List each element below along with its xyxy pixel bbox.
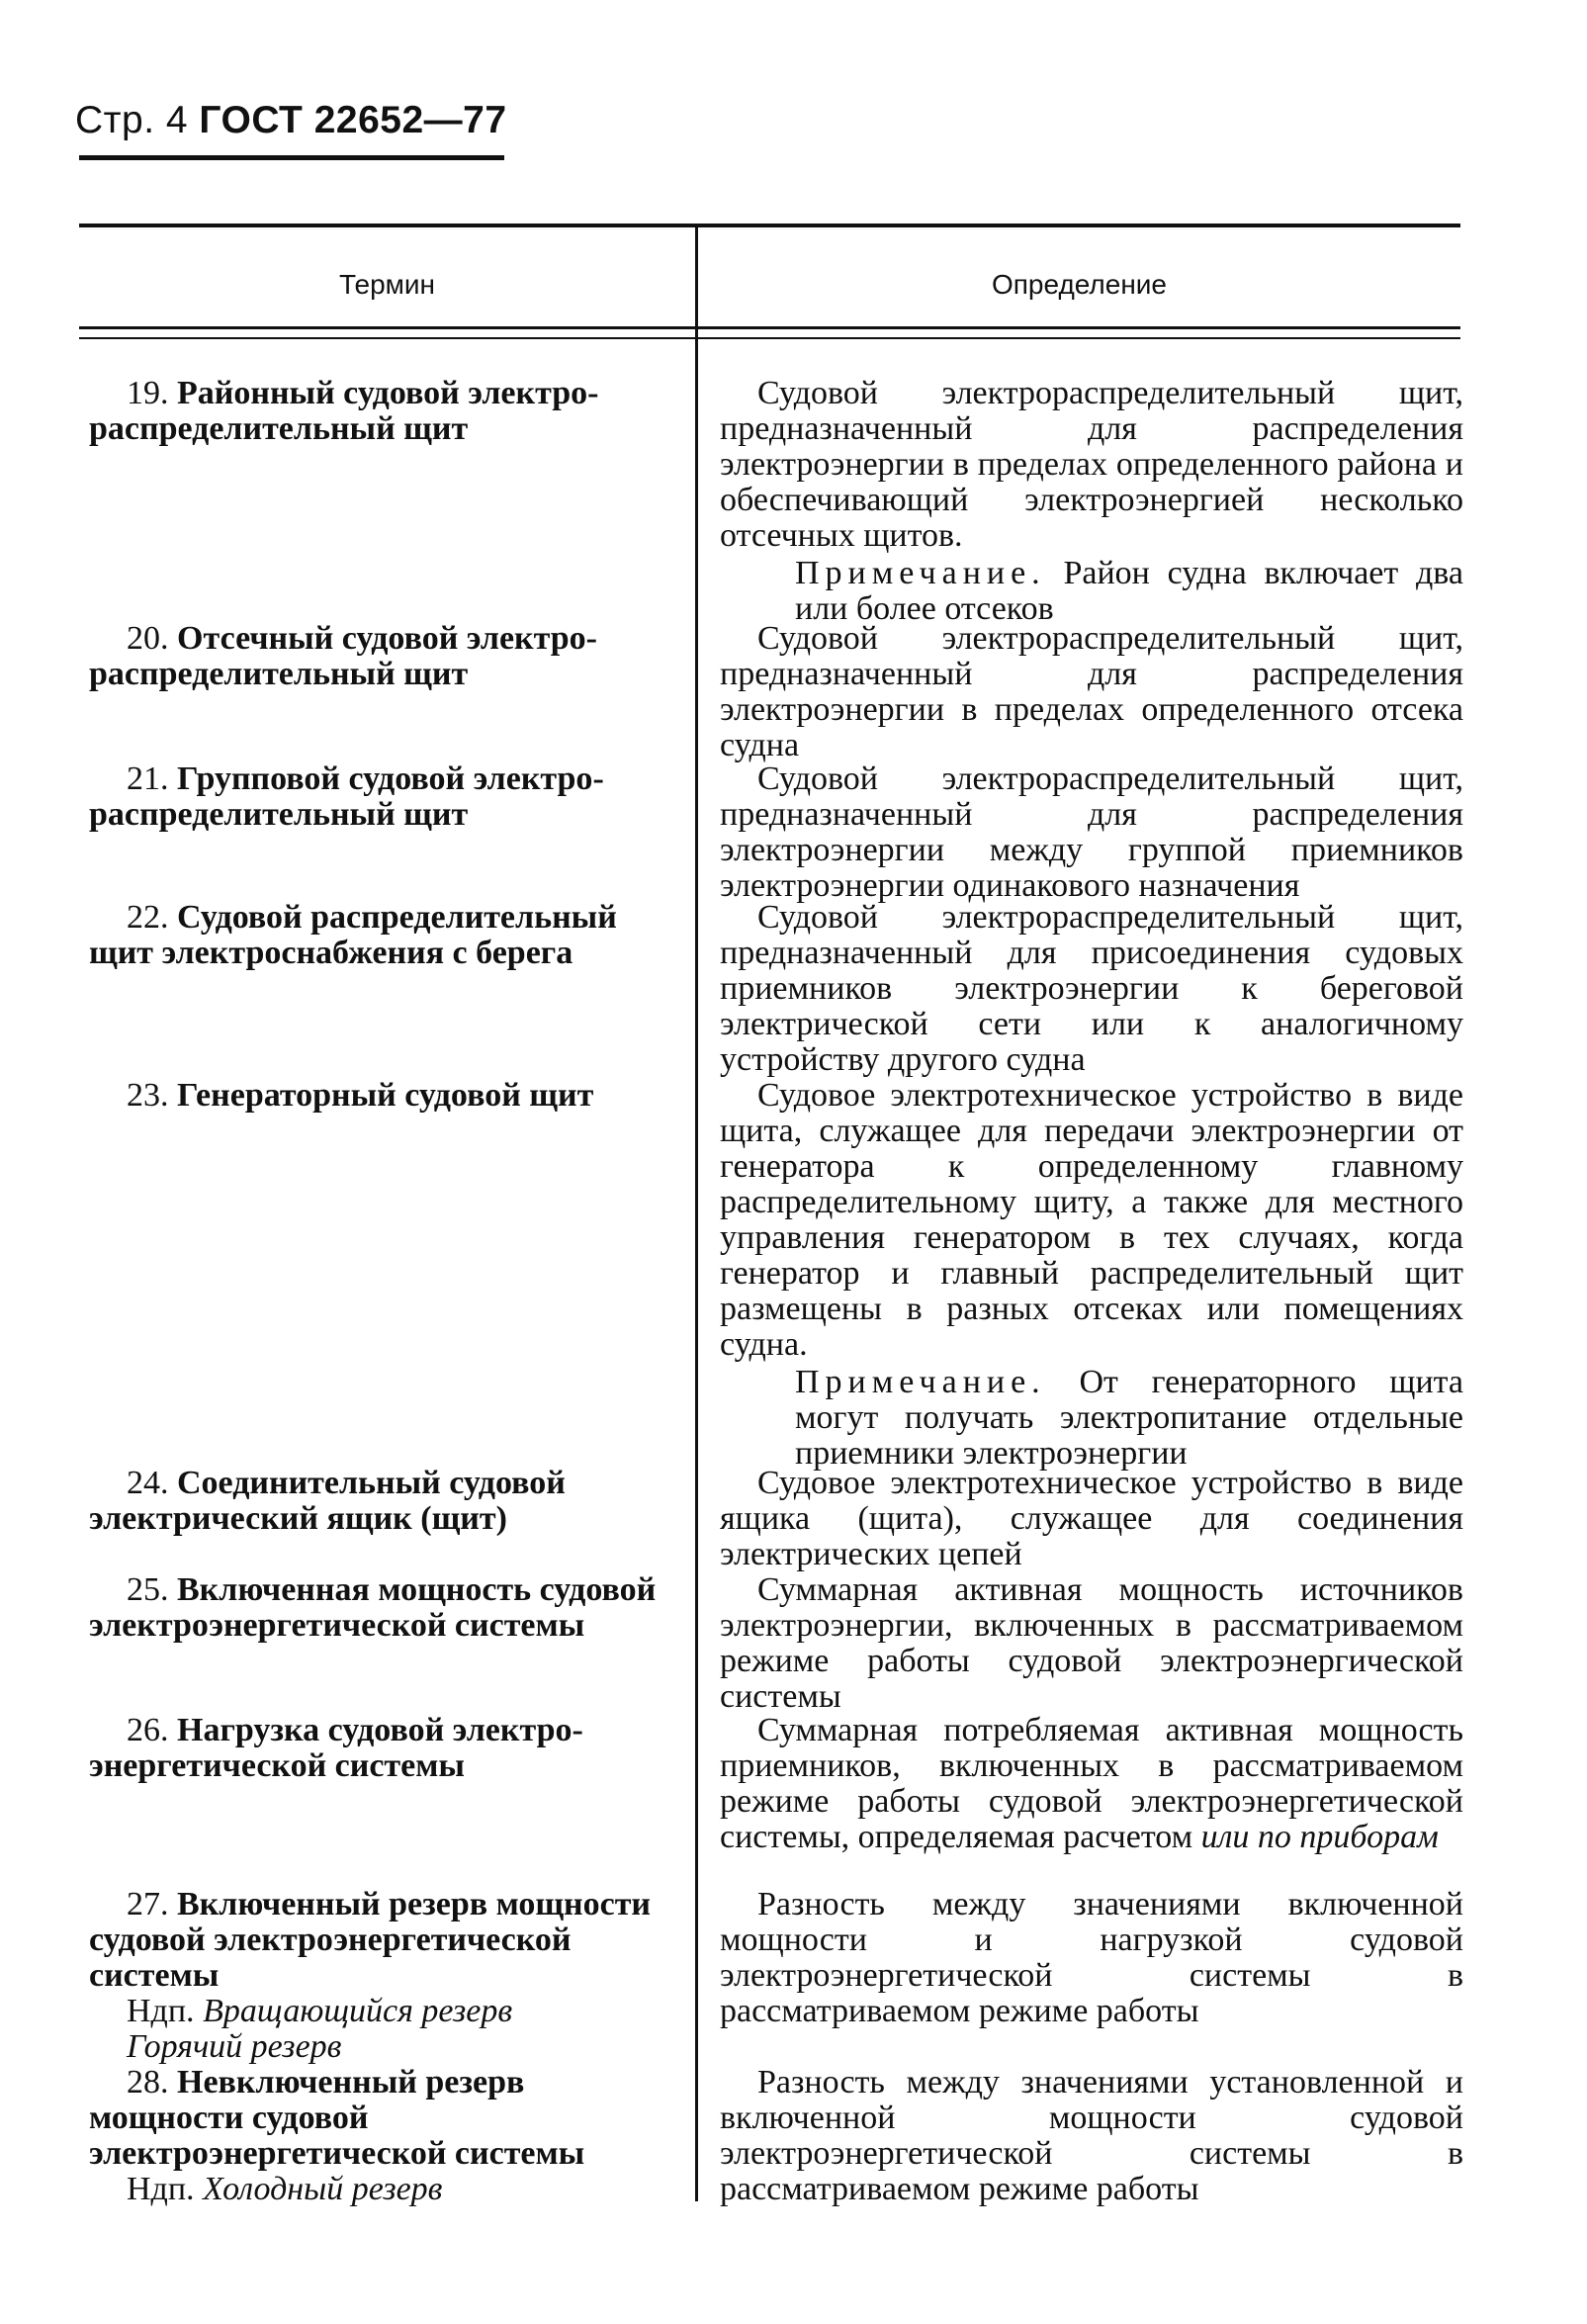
definition-25: Суммарная активная мощность источников электроэнергии, включенных в рассматриваемом режиме работы судовой электроэнергической системы xyxy=(720,1571,1463,1715)
table-header-rule xyxy=(79,326,1460,329)
definition-20: Судовой электрораспределительный щит, предназначенный для распределения электроэнергии в пределах определенного отсека судна xyxy=(720,620,1463,763)
definition-19: Судовой электрораспределительный щит, предназначенный для распределения электроэнергии в пределах определенного района и обеспечивающий электроэнергией несколько отсечных щитов. xyxy=(720,375,1463,554)
term-27: 27. Включенный резерв мощности судовой электроэнергетической системы xyxy=(89,1886,652,1994)
ndp-28: Ндп. Холодный резерв xyxy=(127,2171,443,2207)
term-21: 21. Групповой судовой электрораспределительный щит xyxy=(89,760,604,833)
column-divider xyxy=(695,225,698,2201)
term-19: 19. Районный судовой электрораспределительный щит xyxy=(89,375,599,447)
column-header-term: Термин xyxy=(338,269,436,300)
column-header-definition: Определение xyxy=(991,269,1168,300)
term-26: 26. Нагрузка судовой электроэнергетической системы xyxy=(89,1712,583,1784)
note-23: Примечание. От генераторного щита могут получать электропитание отдельные приемники электроэнергии xyxy=(795,1364,1463,1472)
note-19: Примечание. Район судна включает два или более отсеков xyxy=(795,555,1463,627)
term-25: 25. Включенная мощность судовой электроэнергетической системы xyxy=(89,1571,657,1644)
term-24: 24. Соединительный судовой электрический ящик (щит) xyxy=(89,1465,566,1537)
term-28: 28. Невключенный резерв мощности судовой электроэнергетической системы xyxy=(89,2064,585,2172)
page-number: Стр. 4 xyxy=(75,99,189,141)
definition-24: Судовое электротехническое устройство в виде ящика (щита), служащее для соединения электрических цепей xyxy=(720,1465,1463,1572)
table-top-rule xyxy=(79,223,1460,227)
standard-number: ГОСТ 22652—77 xyxy=(199,99,507,141)
term-23: 23. Генераторный судовой щит xyxy=(127,1077,594,1114)
definition-28: Разность между значениями установленной и включенной мощности судовой электроэнергетической системы в рассматриваемом режиме работы xyxy=(720,2064,1463,2207)
header-rule xyxy=(79,155,504,160)
definition-26: Суммарная потребляемая активная мощность приемников, включенных в рассматриваемом режиме работы судовой электроэнергетической системы, определяемая расчетом или по приборам xyxy=(720,1712,1463,1855)
definition-21: Судовой электрораспределительный щит, предназначенный для распределения электроэнергии между группой приемников электроэнергии одинакового назначения xyxy=(720,760,1463,904)
term-22: 22. Судовой распределительный щит электроснабжения с берега xyxy=(89,899,617,971)
term-20: 20. Отсечный судовой электрораспределительный щит xyxy=(89,620,597,692)
page-header xyxy=(75,99,507,142)
definition-22: Судовой электрораспределительный щит, предназначенный для присоединения судовых приемников электроэнергии к береговой электрической сети или к аналогичному устройству другого судна xyxy=(720,899,1463,1078)
definition-27: Разность между значениями включенной мощности и нагрузкой судовой электроэнергетической системы в рассматриваемом режиме работы xyxy=(720,1886,1463,2029)
definition-23: Судовое электротехническое устройство в виде щита, служащее для передачи электроэнергии от генератора к определенному главному распределительному щиту, а также для местного управления генератором в тех случаях, когда генератор и главный распределительный щит размещены в разных отсеках или помещениях судна. xyxy=(720,1077,1463,1363)
ndp-27: Ндп. Вращающийся резерв Горячий резерв xyxy=(127,1993,513,2065)
table-header-rule xyxy=(79,337,1460,339)
